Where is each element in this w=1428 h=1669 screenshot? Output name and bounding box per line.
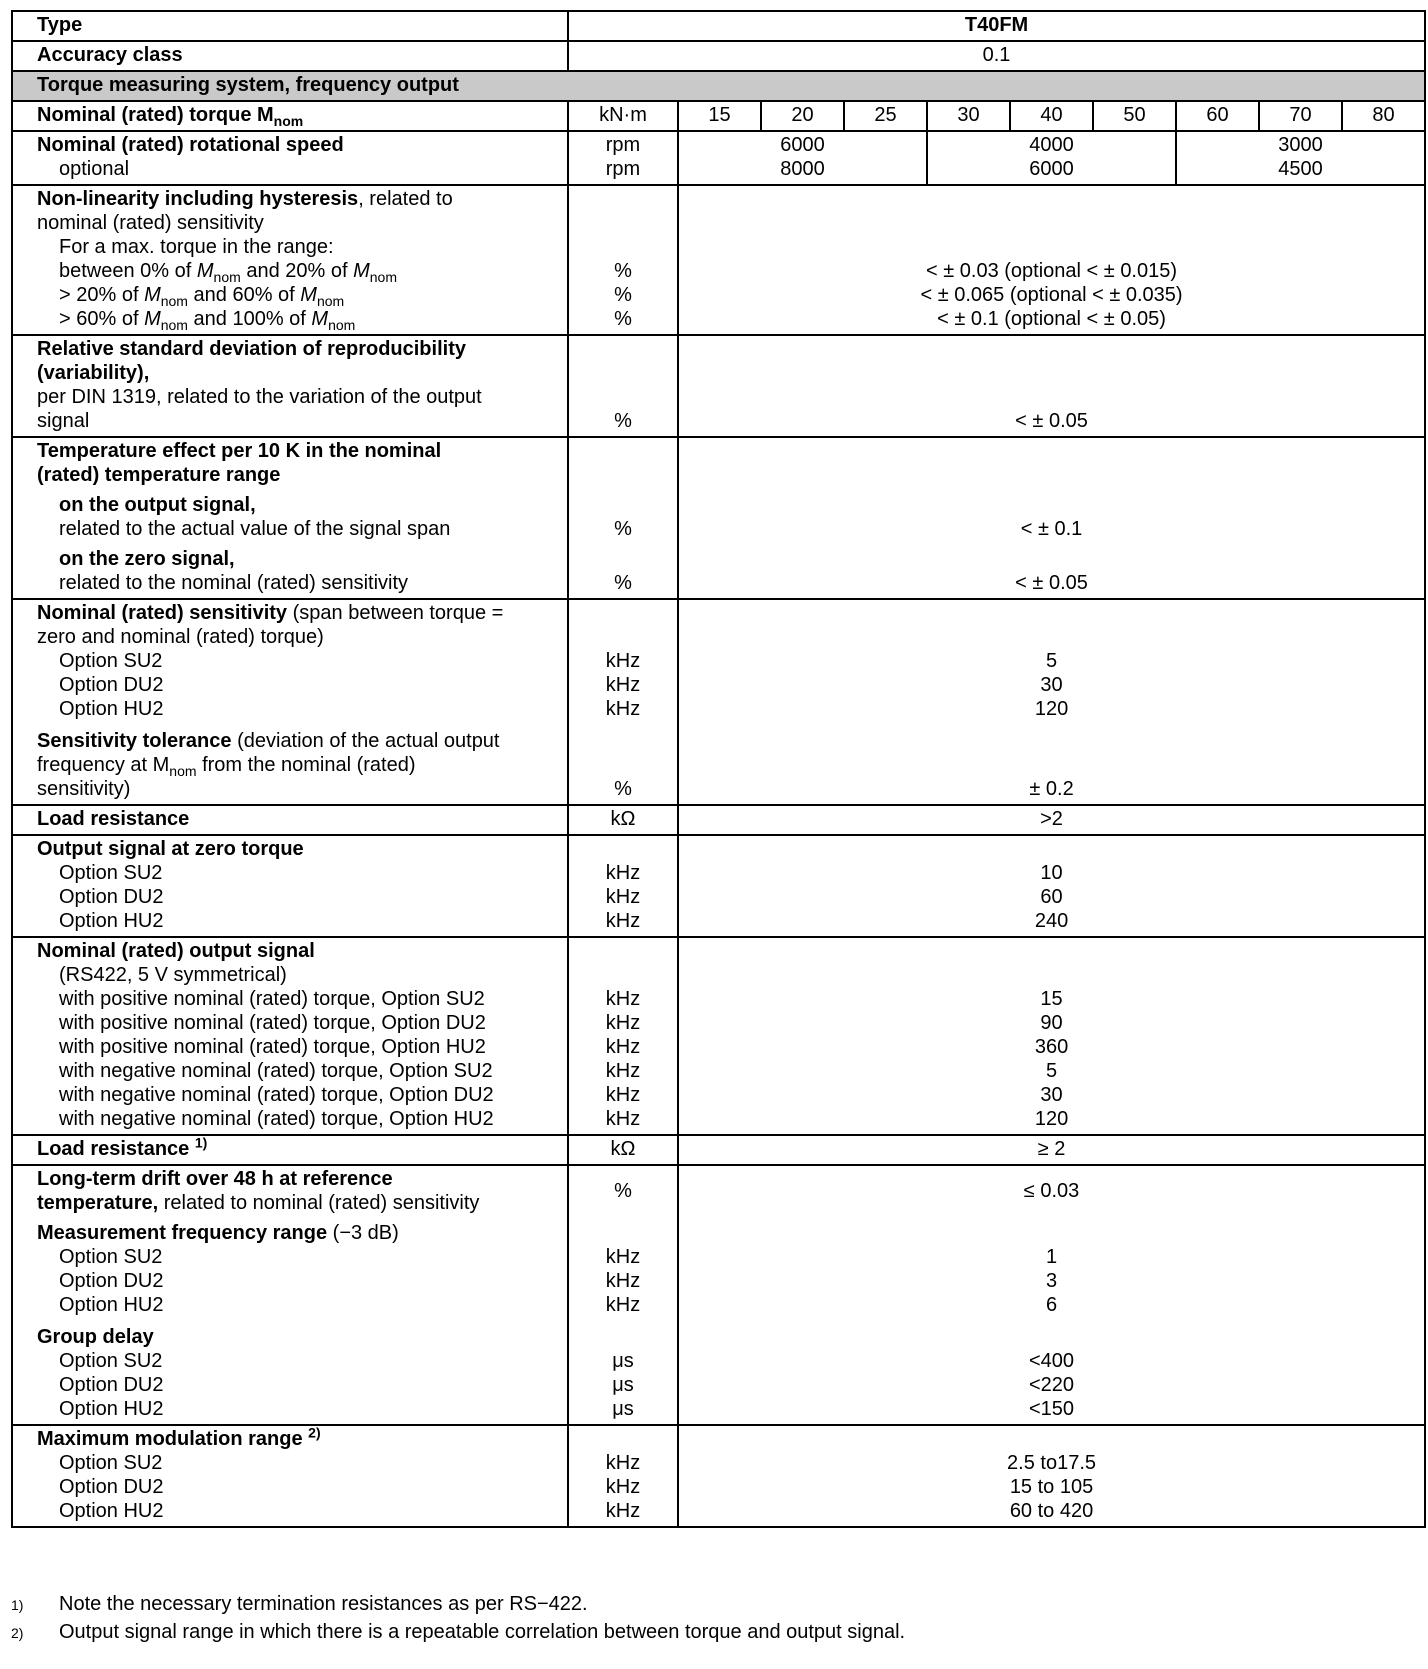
reproducibility-unit: % [568, 335, 678, 437]
footnotes [11, 1590, 1422, 1646]
non-linearity-label: Non-linearity including hysteresis, related to nominal (rated) sensitivity For a max. torque in the range: between 0% of $M_{nom}$ and 20% of $M_{nom}$ > 20% of $M_{nom}$ and 60% of $M_{nom}$ > 60% of $M_{nom}$ and 100% of $M_{nom}$ [12, 185, 568, 335]
rated-output-values: 15 90 360 5 30 120 [678, 937, 1425, 1135]
section-row [12, 71, 1425, 101]
accuracy-label: Accuracy class [12, 41, 568, 71]
modulation-row [12, 1425, 1425, 1527]
speed-group: 6000 8000 [678, 131, 927, 185]
speed-group: 4000 6000 [927, 131, 1176, 185]
torque-value: 25 [844, 101, 927, 131]
type-value: T40FM [568, 11, 1425, 41]
reproducibility-row [12, 335, 1425, 437]
rated-output-label: Nominal (rated) output signal (RS422, 5 V symmetrical) with positive nominal (rated) torque, Option SU2 with positive nominal (rated) torque, Option DU2 with positive nominal (rated) torque, Option HU2 with negative nominal (rated) torque, Option SU2 with negative nominal (rated) torque, Option DU2 with negative nominal (rated) torque, Option HU2 [12, 937, 568, 1135]
rotational-speed-unit: rpm rpm [568, 131, 678, 185]
modulation-label: Maximum modulation range $^{2)}$ Option SU2 Option DU2 Option HU2 [12, 1425, 568, 1527]
non-linearity-values: < ± 0.03 (optional < ± 0.015) < ± 0.065 (optional < ± 0.035) < ± 0.1 (optional < ± 0.05) [678, 185, 1425, 335]
torque-value: 15 [678, 101, 761, 131]
long-term-drift-row [12, 1165, 1425, 1425]
nominal-torque-unit: kN·m [568, 101, 678, 131]
footnote-2 [11, 1618, 1422, 1646]
load-resistance-2-unit: kΩ [568, 1135, 678, 1165]
zero-torque-output-label: Output signal at zero torque Option SU2 Option DU2 Option HU2 [12, 835, 568, 937]
rotational-speed-label: Nominal (rated) rotational speed optional [12, 131, 568, 185]
type-row [12, 11, 1425, 41]
section-title: Torque measuring system, frequency output [12, 71, 1425, 101]
temperature-effect-values: < ± 0.1 < ± 0.05 [678, 437, 1425, 599]
sensitivity-row [12, 599, 1425, 805]
long-term-drift-label: Long-term drift over 48 h at reference temperature, related to nominal (rated) sensitivity Measurement frequency range (−3 dB) Option SU2 Option DU2 Option HU2 Group delay Option SU2 Option DU2 Option HU2 [12, 1165, 568, 1425]
footnote-ref-1: 1) [194, 1134, 208, 1151]
torque-value: 70 [1259, 101, 1342, 131]
reproducibility-value: < ± 0.05 [678, 335, 1425, 437]
nominal-torque-row [12, 101, 1425, 131]
torque-value: 80 [1342, 101, 1425, 131]
load-resistance-label: Load resistance [12, 805, 568, 835]
temperature-effect-unit: % % [568, 437, 678, 599]
specification-table [11, 10, 1426, 1528]
sensitivity-values: 5 30 120 ± 0.2 [678, 599, 1425, 805]
torque-value: 40 [1010, 101, 1093, 131]
torque-value: 30 [927, 101, 1010, 131]
sensitivity-unit: kHz kHz kHz % [568, 599, 678, 805]
non-linearity-unit: % % % [568, 185, 678, 335]
torque-value: 50 [1093, 101, 1176, 131]
rated-output-unit: kHz kHz kHz kHz kHz kHz [568, 937, 678, 1135]
speed-group: 3000 4500 [1176, 131, 1425, 185]
rotational-speed-row [12, 131, 1425, 185]
load-resistance-row [12, 805, 1425, 835]
torque-value: 20 [761, 101, 844, 131]
nominal-torque-label: Nominal (rated) torque $M_{nom}$ [12, 101, 568, 131]
torque-value: 60 [1176, 101, 1259, 131]
zero-torque-output-unit: kHz kHz kHz [568, 835, 678, 937]
load-resistance-unit: kΩ [568, 805, 678, 835]
footnote-mark: 1) [11, 1597, 24, 1613]
reproducibility-label: Relative standard deviation of reproducibility (variability), per DIN 1319, related to the variation of the output signal [12, 335, 568, 437]
accuracy-row [12, 41, 1425, 71]
type-label: Type [12, 11, 568, 41]
zero-torque-output-row [12, 835, 1425, 937]
modulation-values: 2.5 to17.5 15 to 105 60 to 420 [678, 1425, 1425, 1527]
load-resistance-value: >2 [678, 805, 1425, 835]
load-resistance-2-row [12, 1135, 1425, 1165]
load-resistance-2-value: ≥ 2 [678, 1135, 1425, 1165]
temperature-effect-row [12, 437, 1425, 599]
long-term-drift-values: ≤ 0.03 1 3 6 <400 <220 <150 [678, 1165, 1425, 1425]
footnote-text: Output signal range in which there is a repeatable correlation between torque and output signal. [59, 1621, 906, 1643]
non-linearity-row [12, 185, 1425, 335]
modulation-unit: kHz kHz kHz [568, 1425, 678, 1527]
footnote-mark: 2) [11, 1625, 24, 1641]
zero-torque-output-values: 10 60 240 [678, 835, 1425, 937]
rated-output-row [12, 937, 1425, 1135]
sensitivity-label: Nominal (rated) sensitivity (span between torque = zero and nominal (rated) torque) Option SU2 Option DU2 Option HU2 Sensitivity tolerance (deviation of the actual output frequency at $M_{nom}$ from the nominal (rated) sensitivity) [12, 599, 568, 805]
footnote-1 [11, 1590, 1422, 1618]
load-resistance-2-label: Load resistance $^{1)}$ [12, 1135, 568, 1165]
footnote-ref-2: 2) [308, 1424, 321, 1441]
long-term-drift-unit: % kHz kHz kHz μs μs μs [568, 1165, 678, 1425]
footnote-text: Note the necessary termination resistances as per RS−422. [59, 1593, 588, 1615]
temperature-effect-label: Temperature effect per 10 K in the nominal (rated) temperature range on the output signal, related to the actual value of the signal span on the zero signal, related to the nominal (rated) sensitivity [12, 437, 568, 599]
accuracy-value: 0.1 [568, 41, 1425, 71]
